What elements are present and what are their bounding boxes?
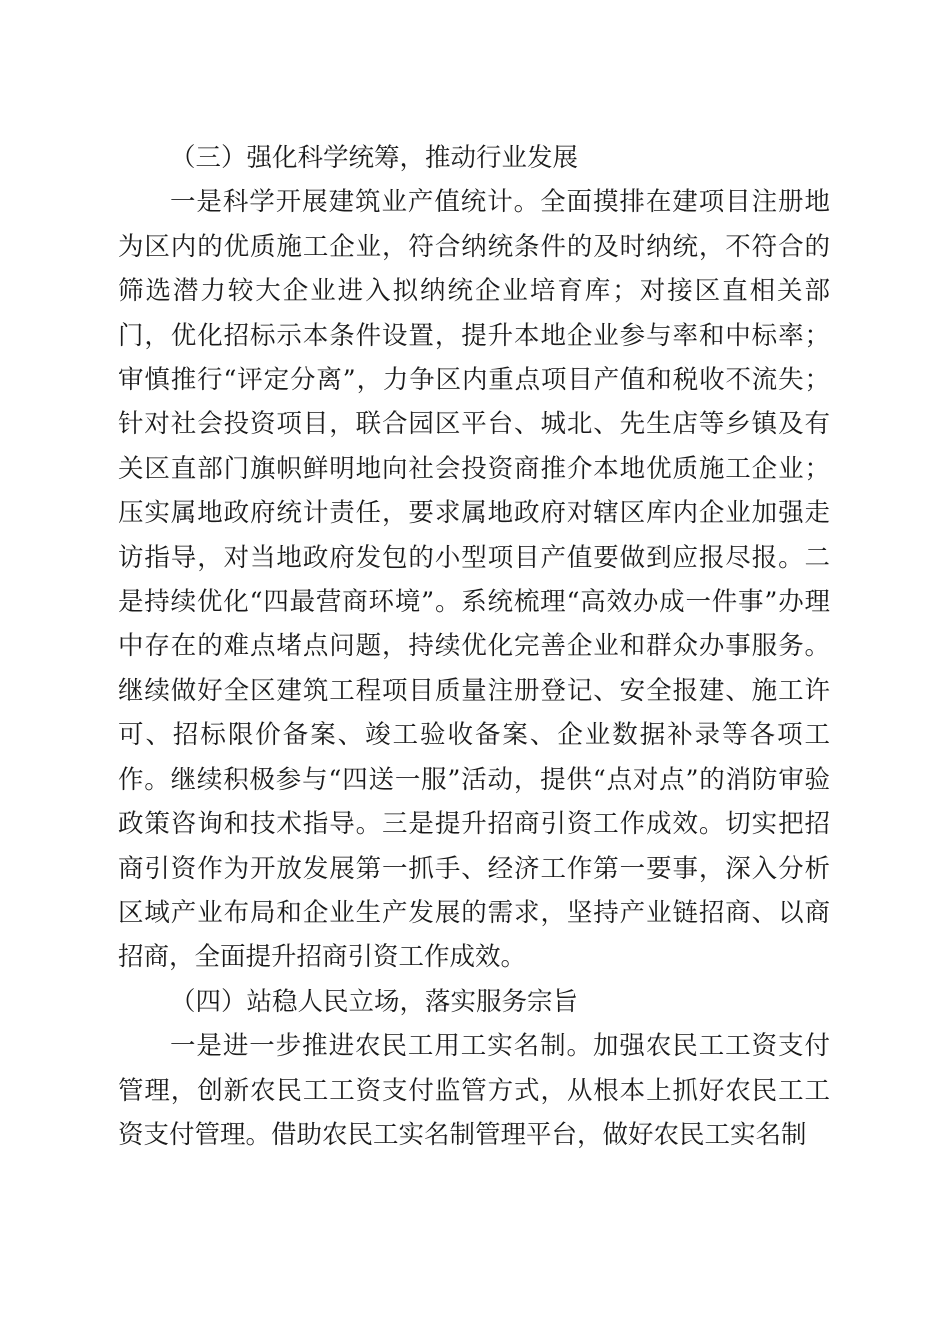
document-content	[118, 136, 830, 1157]
section-3-heading: （三）强化科学统筹，推动行业发展	[170, 143, 579, 173]
section-4-heading: （四）站稳人民立场，落实服务宗旨	[170, 986, 579, 1017]
section-3-paragraph: 一是科学开展建筑业产值统计。全面摸排在建项目注册地为区内的优质施工企业，符合纳统条件的及时纳统，不符合的筛选潜力较大企业进入拟纳统企业培育库；对接区直相关部门，优化招标示本条件设置，提升本地企业参与率和中标率；审慎推行“评定分离”，力争区内重点项目产值和税收不流失；针对社会投资项目，联合园区平台、城北、先生店等乡镇及有关区直部门旗帜鲜明地向社会投资商推介本地优质施工企业；压实属地政府统计责任，要求属地政府对辖区库内企业加强走访指导，对当地政府发包的小型项目产值要做到应报尽报。二是持续优化“四最营商环境”。系统梳理“高效办成一件事”办理中存在的难点堵点问题，持续优化完善企业和群众办事服务。继续做好全区建筑工程项目质量注册登记、安全报建、施工许可、招标限价备案、竣工验收备案、企业数据补录等各项工作。继续积极参与“四送一服”活动，提供“点对点”的消防审验政策咨询和技术指导。三是提升招商引资工作成效。切实把招商引资作为开放发展第一抓手、经济工作第一要事，深入分析区域产业布局和企业生产发展的需求，坚持产业链招商、以商招商，全面提升招商引资工作成效。	[118, 187, 830, 973]
section-4-paragraph: 一是进一步推进农民工用工实名制。加强农民工工资支付管理，创新农民工工资支付监管方式，从根本上抓好农民工工资支付管理。借助农民工实名制管理平台，做好农民工实名制	[118, 1031, 830, 1150]
